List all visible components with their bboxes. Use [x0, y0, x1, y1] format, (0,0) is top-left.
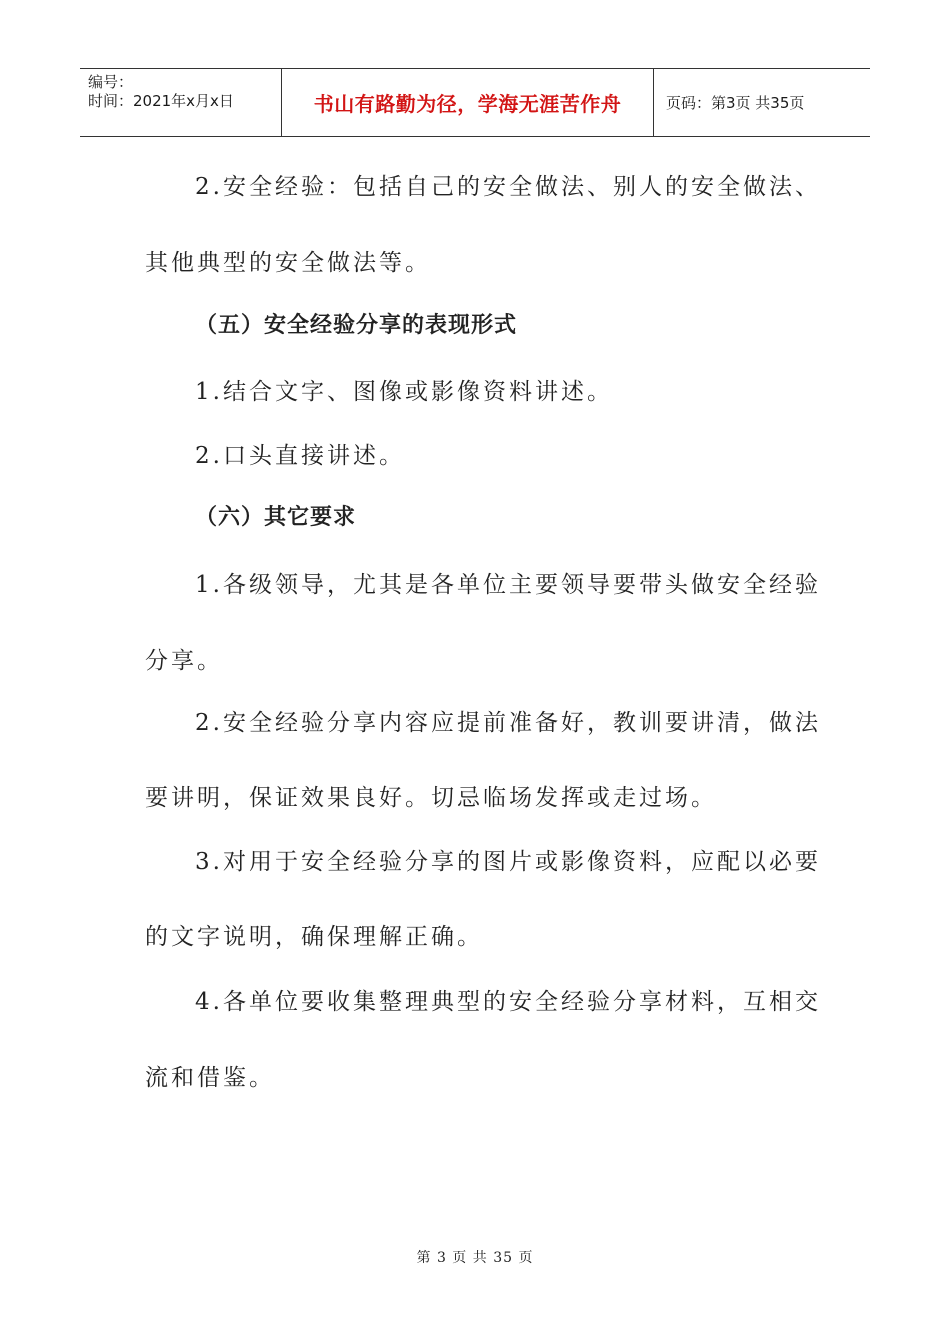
paragraph-line: 2.安全经验分享内容应提前准备好，教训要讲清，做法 — [195, 710, 821, 736]
paragraph-line: 2.口头直接讲述。 — [195, 443, 405, 469]
paragraph-line: 4.各单位要收集整理典型的安全经验分享材料，互相交 — [195, 989, 821, 1015]
section-heading-5: （五）安全经验分享的表现形式 — [195, 313, 518, 338]
header-page-label: 页码：第3页 共35页 — [666, 94, 805, 112]
paragraph-line: 1.结合文字、图像或影像资料讲述。 — [195, 379, 613, 405]
page-footer: 第 3 页 共 35 页 — [416, 1250, 534, 1266]
paragraph-line: 3.对用于安全经验分享的图片或影像资料，应配以必要 — [195, 849, 821, 875]
paragraph-line: 分享。 — [145, 648, 223, 674]
section-heading-6: （六）其它要求 — [195, 505, 357, 530]
document-header — [80, 68, 870, 137]
paragraph-line: 流和借鉴。 — [145, 1065, 275, 1091]
paragraph-line: 的文字说明，确保理解正确。 — [145, 924, 483, 950]
header-meta-cell — [80, 69, 282, 136]
document-date-label: 时间：2021年x月x日 — [88, 92, 234, 110]
header-motto: 书山有路勤为径，学海无涯苦作舟 — [282, 69, 654, 136]
paragraph-line: 1.各级领导，尤其是各单位主要领导要带头做安全经验 — [195, 572, 821, 598]
document-number-label: 编号： — [88, 73, 134, 91]
paragraph-line: 其他典型的安全做法等。 — [145, 250, 431, 276]
paragraph-line: 要讲明，保证效果良好。切忌临场发挥或走过场。 — [145, 785, 717, 811]
paragraph-line: 2.安全经验：包括自己的安全做法、别人的安全做法、 — [195, 174, 821, 200]
